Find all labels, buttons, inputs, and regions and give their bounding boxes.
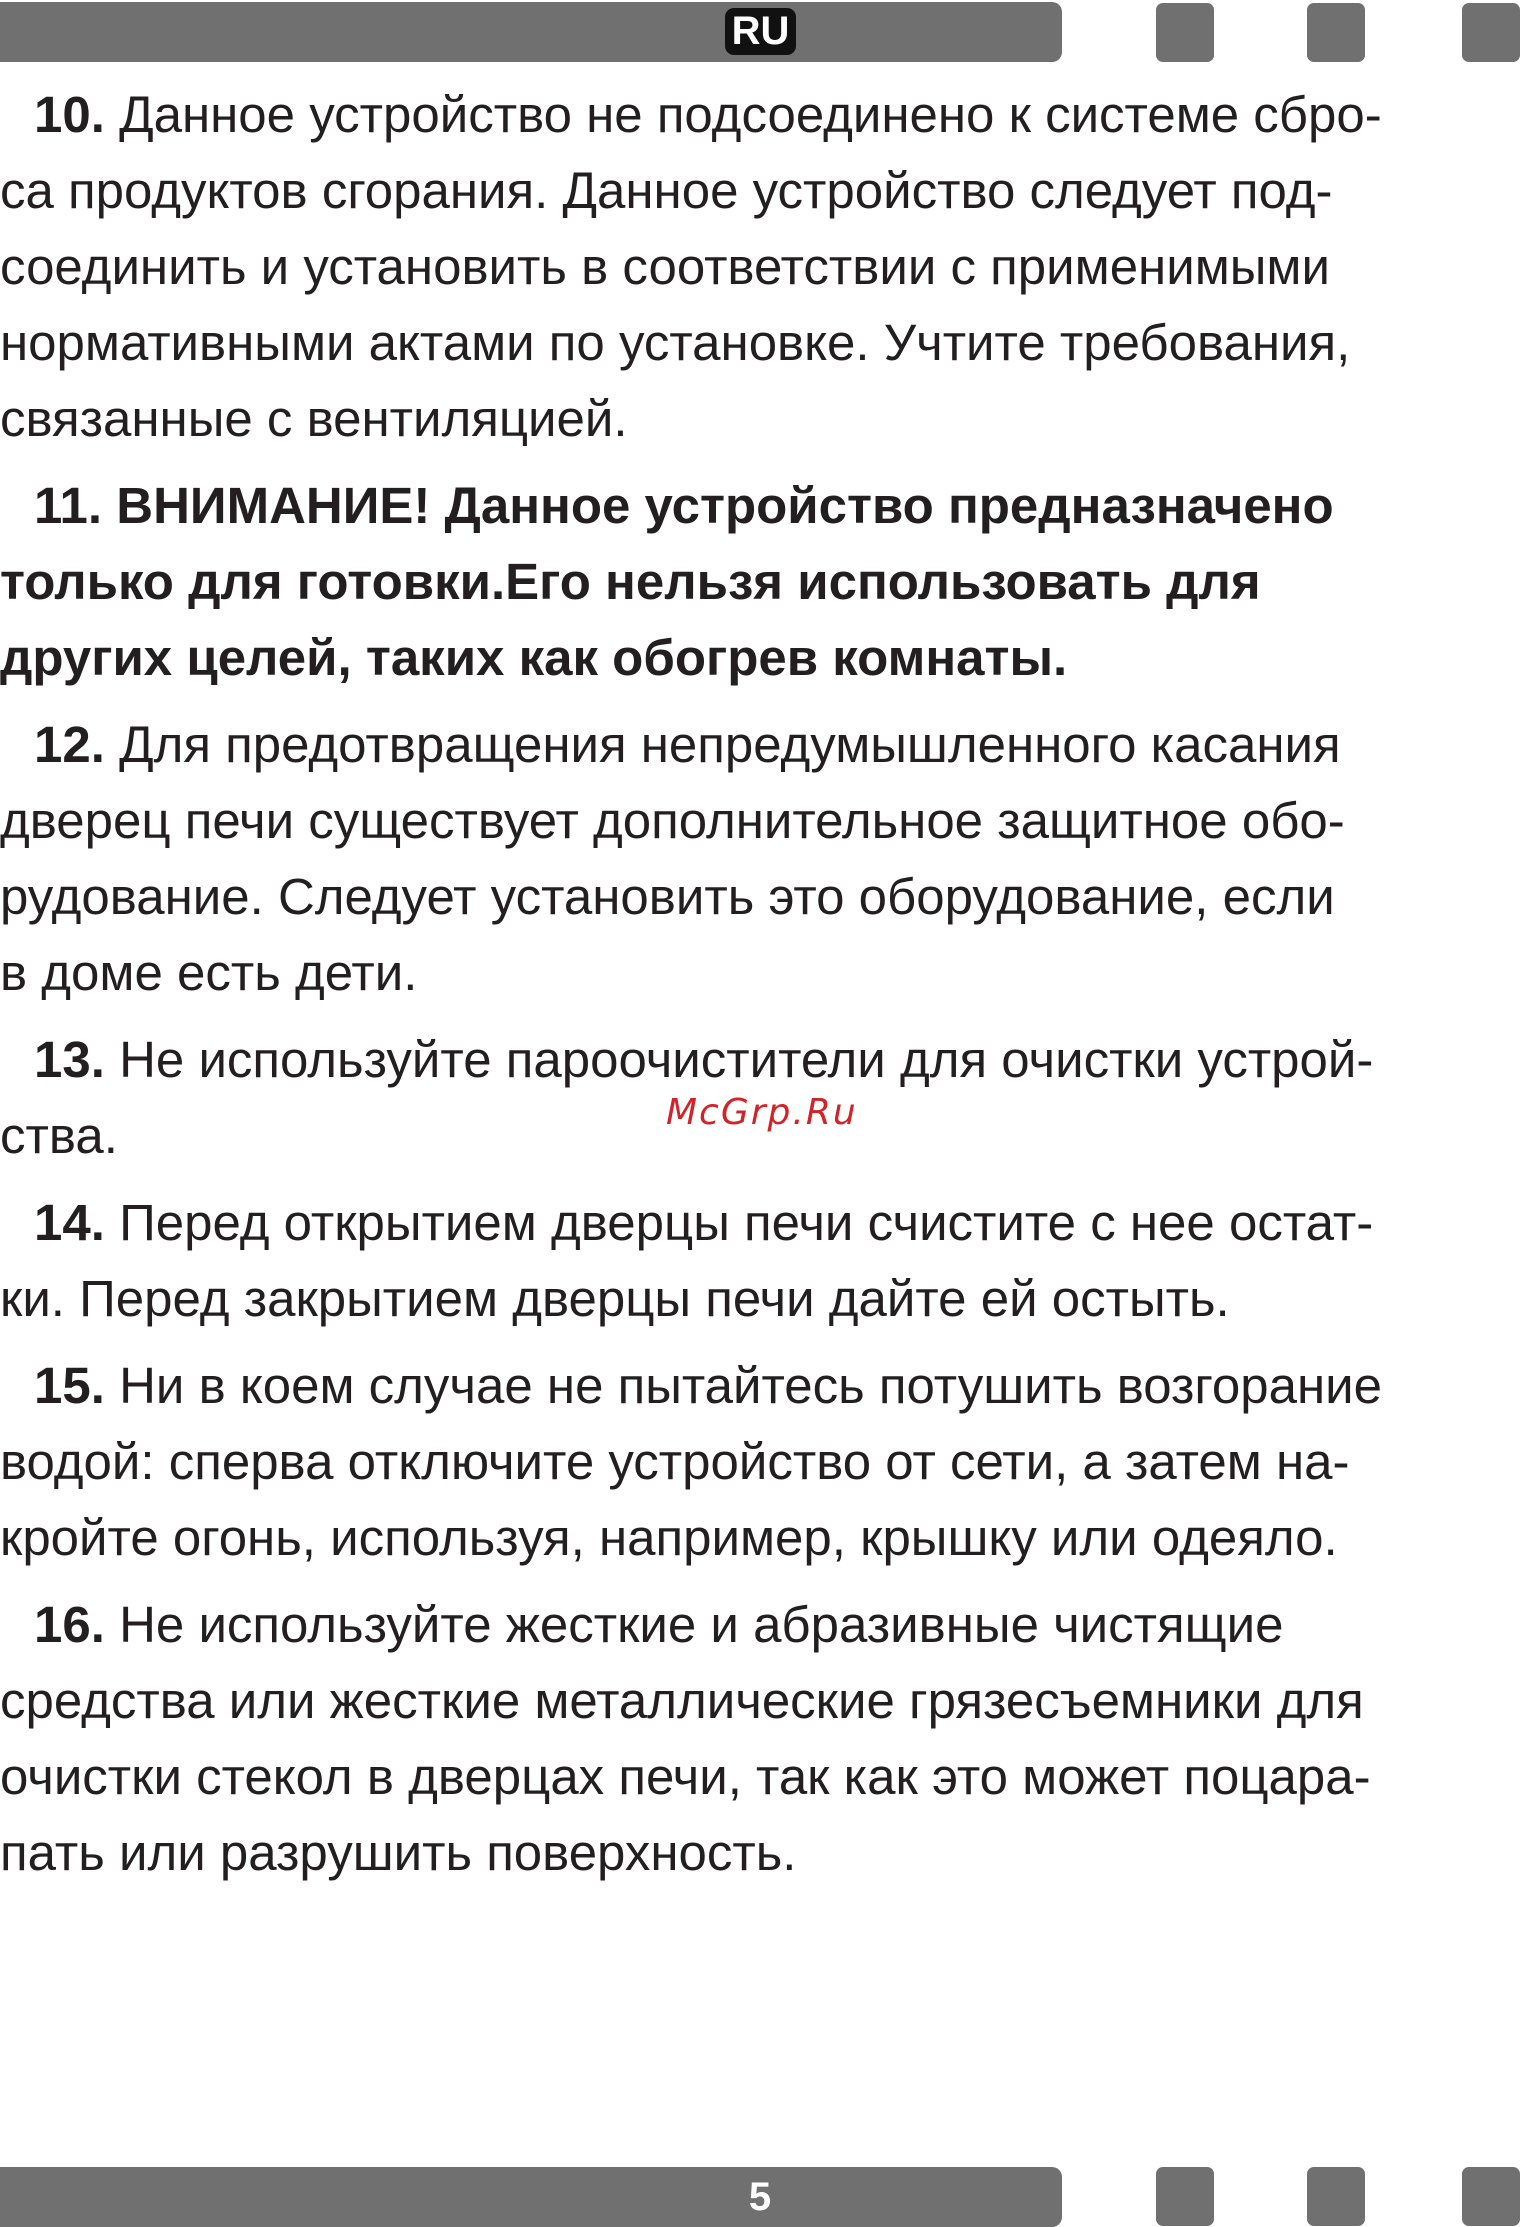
instruction-text: Данное устройство не подсоединено к системе сбро- — [119, 86, 1382, 143]
instruction-line — [0, 707, 1521, 783]
instruction-line — [0, 1348, 1521, 1424]
instruction-line — [0, 229, 1521, 305]
instruction-text: ВНИМАНИЕ! Данное устройство предназначено — [116, 477, 1334, 534]
instruction-number: 12. — [34, 716, 105, 773]
instruction-text: нормативными актами по установке. Учтите требования, — [0, 314, 1351, 371]
instruction-line — [0, 544, 1521, 620]
instruction-text: в доме есть дети. — [0, 944, 418, 1001]
instruction-text: других целей, таких как обогрев комнаты. — [0, 629, 1068, 686]
header-tab-marker-2 — [1307, 3, 1365, 62]
language-badge: RU — [725, 8, 796, 55]
footer-tab-marker-2 — [1307, 2167, 1365, 2226]
instruction-line — [0, 935, 1521, 1011]
instruction-line — [0, 1424, 1521, 1500]
instruction-line — [0, 620, 1521, 696]
instruction-item — [0, 468, 1521, 696]
instruction-list — [0, 77, 1521, 1902]
instruction-number: 10. — [34, 86, 105, 143]
instruction-item — [0, 1348, 1521, 1576]
instruction-line — [0, 1261, 1521, 1337]
instruction-text: связанные с вентиляцией. — [0, 390, 628, 447]
instruction-text: ки. Перед закрытием дверцы печи дайте ей остыть. — [0, 1270, 1230, 1327]
instruction-number: 11. — [34, 477, 103, 534]
instruction-text: Не используйте жесткие и абразивные чистящие — [119, 1596, 1284, 1653]
instruction-text: только для готовки.Его нельзя использовать для — [0, 553, 1261, 610]
header-tab-marker-1 — [1156, 3, 1214, 62]
instruction-line — [0, 468, 1521, 544]
footer-tab-marker-1 — [1156, 2167, 1214, 2226]
instruction-number: 13. — [34, 1031, 105, 1088]
instruction-line — [0, 1663, 1521, 1739]
instruction-line — [0, 77, 1521, 153]
header-bar — [0, 2, 1062, 62]
instruction-line — [0, 1185, 1521, 1261]
instruction-line — [0, 305, 1521, 381]
instruction-text: средства или жесткие металлические грязесъемники для — [0, 1672, 1364, 1729]
instruction-line — [0, 1500, 1521, 1576]
instruction-number: 16. — [34, 1596, 105, 1653]
footer-tab-marker-3 — [1462, 2167, 1520, 2226]
instruction-text: очистки стекол в дверцах печи, так как это может поцара- — [0, 1748, 1371, 1805]
instruction-line — [0, 153, 1521, 229]
instruction-line — [0, 1815, 1521, 1891]
instruction-item — [0, 77, 1521, 457]
instruction-item — [0, 1185, 1521, 1337]
instruction-line — [0, 1739, 1521, 1815]
instruction-text: соединить и установить в соответствии с применимыми — [0, 238, 1330, 295]
instruction-number: 15. — [34, 1357, 105, 1414]
page-number: 5 — [748, 2175, 772, 2219]
instruction-text: са продуктов сгорания. Данное устройство следует под- — [0, 162, 1333, 219]
instruction-text: пать или разрушить поверхность. — [0, 1824, 797, 1881]
instruction-text: ства. — [0, 1107, 118, 1164]
watermark: McGrp.Ru — [666, 1092, 858, 1133]
instruction-line — [0, 1022, 1521, 1098]
instruction-line — [0, 783, 1521, 859]
instruction-text: Не используйте пароочистители для очистки устрой- — [119, 1031, 1374, 1088]
instruction-line — [0, 381, 1521, 457]
instruction-text: Для предотвращения непредумышленного касания — [119, 716, 1341, 773]
instruction-text: кройте огонь, используя, например, крышку или одеяло. — [0, 1509, 1338, 1566]
header-tab-marker-3 — [1462, 3, 1520, 62]
instruction-text: Ни в коем случае не пытайтесь потушить возгорание — [119, 1357, 1382, 1414]
instruction-line — [0, 1587, 1521, 1663]
instruction-item — [0, 707, 1521, 1011]
instruction-number: 14. — [34, 1194, 105, 1251]
footer-bar — [0, 2167, 1062, 2227]
instruction-line — [0, 859, 1521, 935]
instruction-text: рудование. Следует установить это оборудование, если — [0, 868, 1335, 925]
instruction-text: дверец печи существует дополнительное защитное обо- — [0, 792, 1345, 849]
instruction-text: Перед открытием дверцы печи счистите с нее остат- — [119, 1194, 1374, 1251]
instruction-text: водой: сперва отключите устройство от сети, а затем на- — [0, 1433, 1350, 1490]
instruction-item — [0, 1587, 1521, 1891]
